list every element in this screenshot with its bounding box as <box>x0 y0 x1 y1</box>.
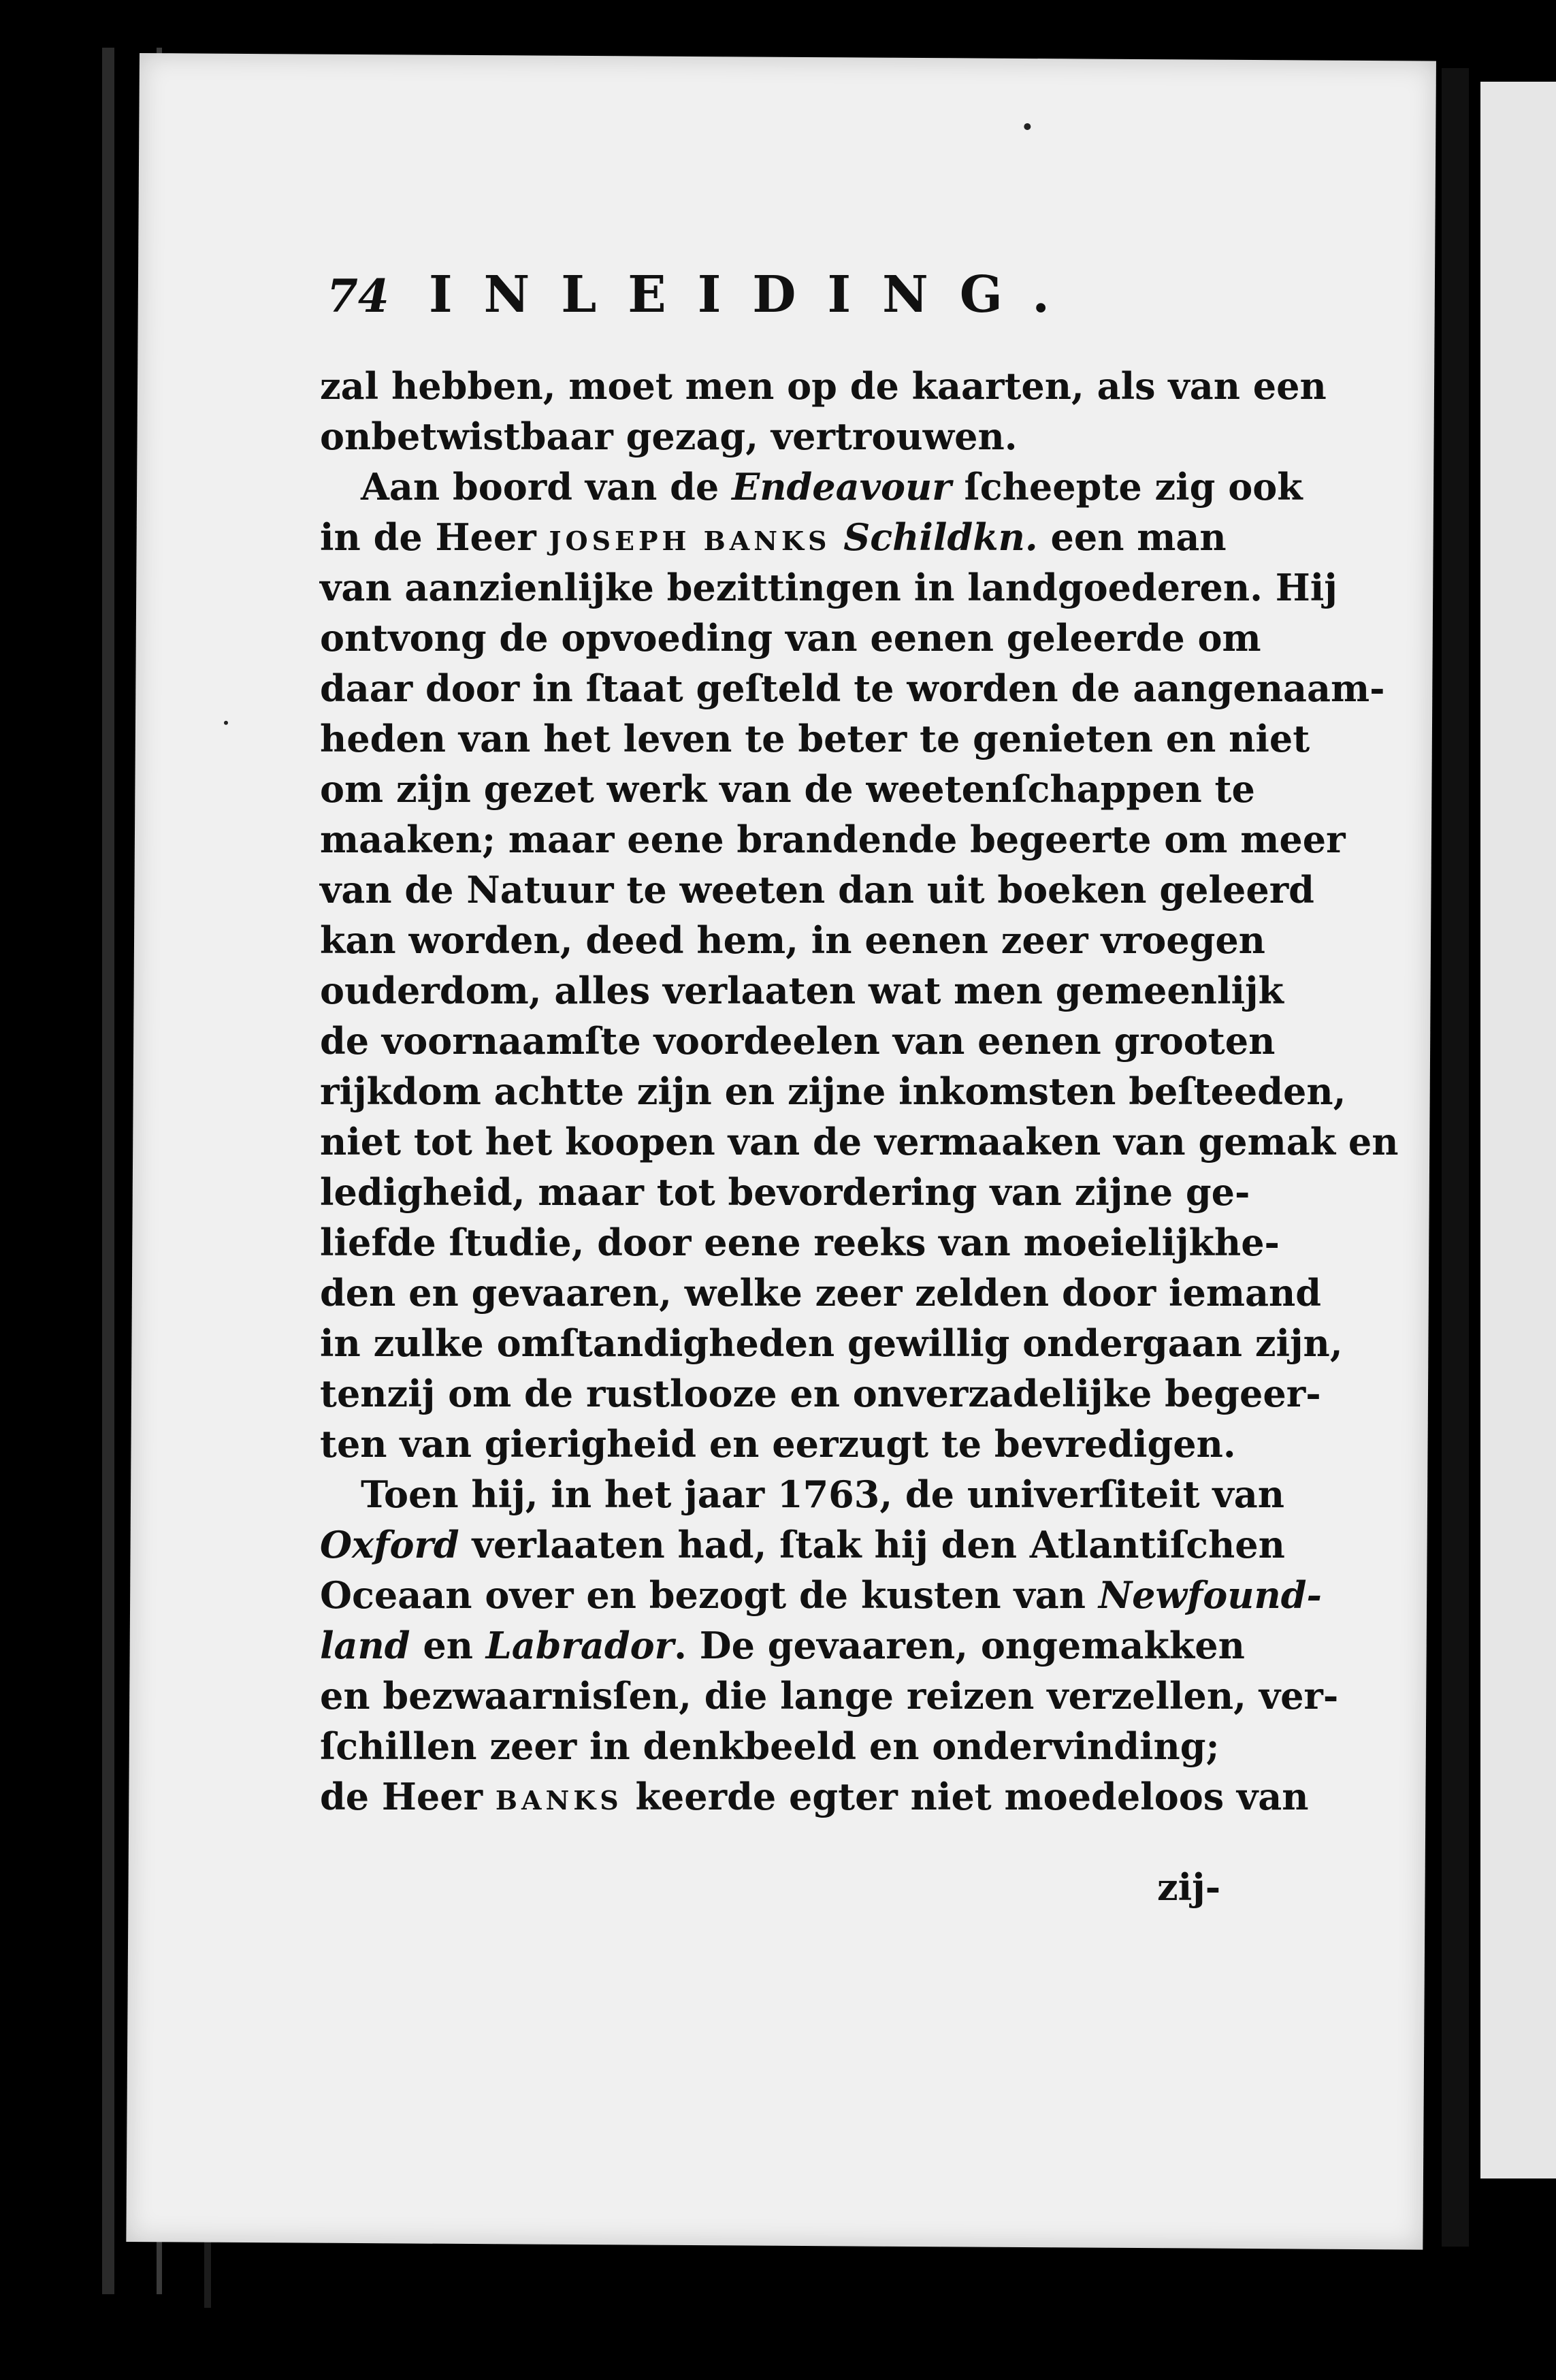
page-header <box>327 266 1205 327</box>
text-line: land en Labrador. De gevaaren, ongemakken <box>320 1624 1245 1667</box>
place-name: Newfound- <box>1098 1573 1322 1617</box>
text-line: zal hebben, moet men op de kaarten, als van een <box>320 364 1327 408</box>
text-line: Oxford verlaaten had, ſtak hij den Atlantiſchen <box>320 1523 1285 1566</box>
ship-name: Endeavour <box>732 465 952 509</box>
text-line: niet tot het koopen van de vermaaken van gemak en <box>320 1120 1399 1163</box>
place-name: land <box>320 1624 410 1667</box>
text-line: onbetwistbaar gezag, vertrouwen. <box>320 415 1018 458</box>
text-line: liefde ſtudie, door eene reeks van moeielijkhe- <box>320 1221 1280 1264</box>
text-line: van de Natuur te weeten dan uit boeken geleerd <box>320 868 1314 912</box>
text-line: ſchillen zeer in denkbeeld en ondervinding; <box>320 1724 1220 1768</box>
text-line: Oceaan over en bezogt de kusten van Newfound- <box>320 1573 1322 1617</box>
text-line: de voornaamſte voordeelen van eenen grooten <box>320 1019 1276 1063</box>
text-line: den en gevaaren, welke zeer zelden door iemand <box>320 1271 1322 1315</box>
text-line: ouderdom, alles verlaaten wat men gemeenlijk <box>320 969 1284 1012</box>
text-line: van aanzienlijke bezittingen in landgoederen. Hij <box>320 566 1338 609</box>
ink-speck <box>1024 123 1031 130</box>
person-name: BANKS <box>495 1785 623 1816</box>
text-line: tenzij om de rustlooze en onverzadelijke begeer- <box>320 1372 1321 1415</box>
text-line: maaken; maar eene brandende begeerte om meer <box>320 818 1346 861</box>
text-line: kan worden, deed hem, in eenen zeer vroegen <box>320 918 1265 962</box>
catchword: zij- <box>1157 1865 1221 1909</box>
text-line: de Heer BANKS keerde egter niet moedeloos van <box>320 1775 1309 1818</box>
text-line: om zijn gezet werk van de weetenſchappen te <box>320 767 1255 811</box>
text-line: daar door in ſtaat geſteld te worden de aangenaam- <box>320 666 1385 710</box>
text-line: ten van gierigheid en eerzugt te bevredigen. <box>320 1422 1236 1466</box>
page-number: 74 <box>327 270 389 323</box>
text-line: en bezwaarnisſen, die lange reizen verzellen, ver- <box>320 1674 1339 1718</box>
place-name: Oxford <box>320 1523 459 1566</box>
body-text <box>320 361 1399 1822</box>
text-line: rijkdom achtte zijn en zijne inkomsten beſteeden, <box>320 1070 1346 1113</box>
text-line: Toen hij, in het jaar 1763, de univerſiteit van <box>361 1473 1284 1516</box>
text-line: in zulke omſtandigheden gewillig ondergaan zijn, <box>320 1321 1343 1365</box>
facing-page-edge <box>1480 82 1556 2178</box>
running-title: INLEIDING. <box>429 266 1082 324</box>
page-gutter <box>1442 68 1469 2247</box>
binding-edge <box>102 48 114 2294</box>
place-name: Labrador <box>485 1624 675 1667</box>
text-line: heden van het leven te beter te genieten en niet <box>320 717 1310 760</box>
person-name: JOSEPH BANKS <box>549 526 831 556</box>
text-line: Aan boord van de Endeavour ſcheepte zig ook <box>361 465 1303 509</box>
text-line: ontvong de opvoeding van eenen geleerde om <box>320 616 1261 660</box>
ink-speck <box>224 721 228 725</box>
text-line: in de Heer JOSEPH BANKS Schildkn. een man <box>320 515 1227 559</box>
text-line: ledigheid, maar tot bevordering van zijne ge- <box>320 1170 1250 1214</box>
